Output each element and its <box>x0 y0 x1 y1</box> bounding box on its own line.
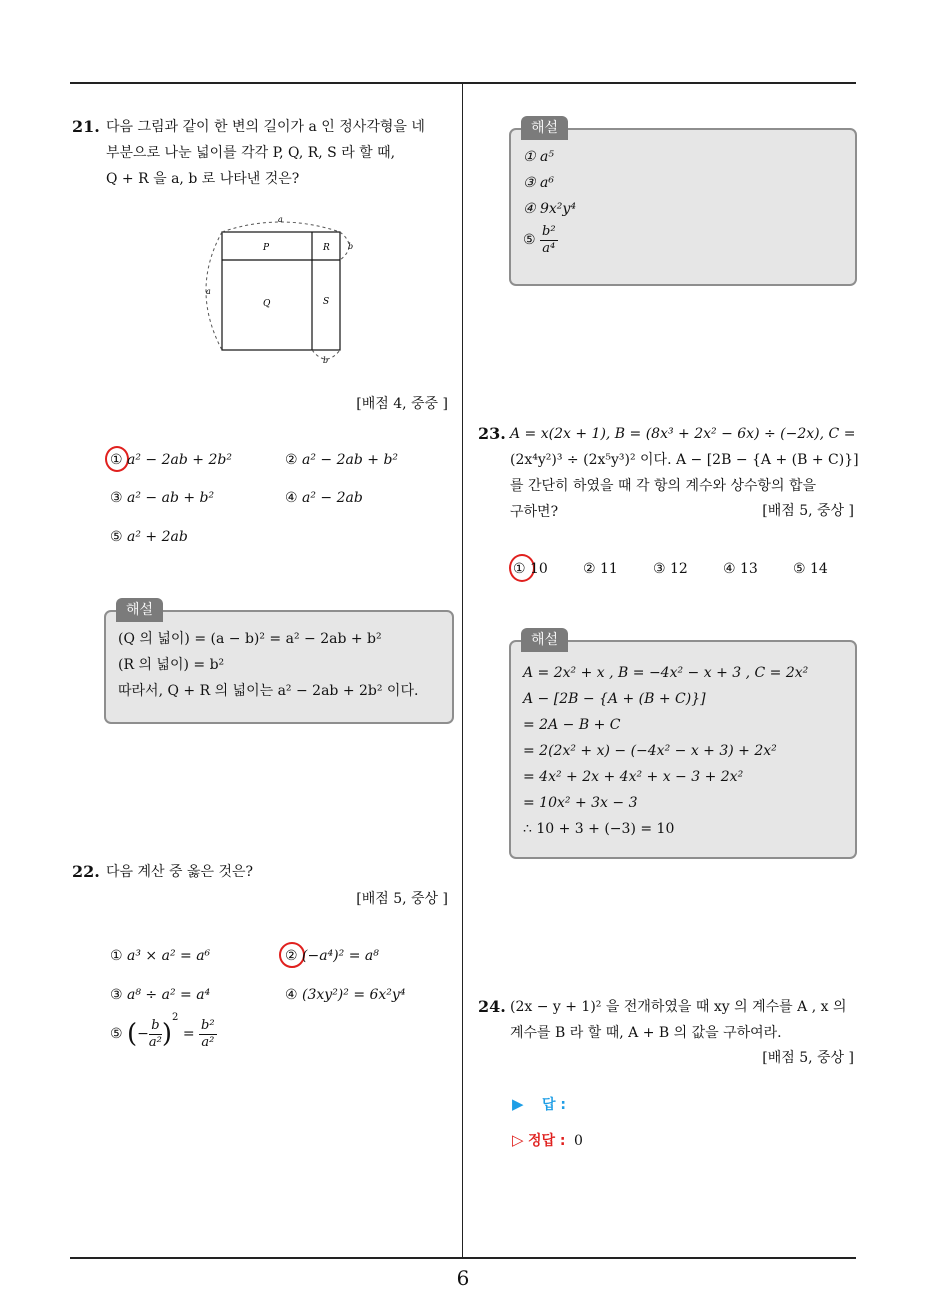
q23-exp-line-3: = 2A − B + C <box>523 717 621 733</box>
q24-line-2: 계수를 B 라 할 때, A + B 의 값을 구하여라. <box>510 1025 782 1041</box>
q24-number: 24. <box>478 997 506 1016</box>
q21-exp-line-3: 따라서, Q + R 의 넓이는 a² − 2ab + 2b² 이다. <box>118 683 419 699</box>
q24-text <box>510 994 846 1046</box>
q21-choice-1[interactable]: ① a² − 2ab + 2b² <box>110 452 232 468</box>
fig-label-a-left: a <box>206 287 211 296</box>
q23-exp-line-2: A − [2B − {A + (B + C)}] <box>523 691 706 707</box>
q24-correct-value: 0 <box>573 1133 583 1149</box>
page-number: 6 <box>456 1266 470 1290</box>
q23-choice-5[interactable]: ⑤ 14 <box>793 561 828 577</box>
q21-text <box>106 114 425 192</box>
q22-explanation-tab: 해설 <box>521 116 568 140</box>
fig-label-a-top: a <box>278 215 283 224</box>
q24-answer-row[interactable] <box>512 1094 566 1114</box>
q22-exp-line-1: ① a⁵ <box>523 149 554 165</box>
q23-line-3: 를 간단히 하였을 때 각 항의 계수와 상수항의 합을 <box>510 478 817 494</box>
q23-line-2: (2x⁴y²)³ ÷ (2x⁵y³)² 이다. A − [2B − {A + (B + C)}] <box>510 452 859 468</box>
q21-explanation-tab: 해설 <box>116 598 163 622</box>
q22-exp-line-2: ③ a⁶ <box>523 175 554 191</box>
q21-line-1: 다음 그림과 같이 한 변의 길이가 a 인 정사각형을 네 <box>106 119 425 135</box>
q21-explanation-lines <box>118 626 418 704</box>
outline-arrow-icon: ▷ <box>512 1131 524 1149</box>
q22-choice-2[interactable]: ② (−a⁴)² = a⁸ <box>285 948 379 964</box>
q24-correct-row <box>512 1130 583 1150</box>
play-arrow-icon: ▶ <box>512 1095 524 1113</box>
q23-explanation-box <box>509 632 857 859</box>
q22-exp-line-3: ④ 9x²y⁴ <box>523 201 576 217</box>
q21-square-figure <box>200 210 370 370</box>
q24-answer-label: 답 : <box>542 1097 566 1113</box>
q22-choice-4[interactable]: ④ (3xy²)² = 6x²y⁴ <box>285 987 406 1003</box>
q21-exp-line-1: (Q 의 넓이) = (a − b)² = a² − 2ab + b² <box>118 631 382 647</box>
q23-choice-3[interactable]: ③ 12 <box>653 561 688 577</box>
q23-explanation-tab: 해설 <box>521 628 568 652</box>
q21-choice-5[interactable]: ⑤ a² + 2ab <box>110 529 188 545</box>
q23-explanation-lines <box>523 660 808 842</box>
q24-line-1: (2x − y + 1)² 을 전개하였을 때 xy 의 계수를 A , x 의 <box>510 999 847 1015</box>
q22-exp-line-4: ⑤ $\frac{\text{b²}}{\text{a⁴}}$ <box>523 223 556 256</box>
q21-score: [배점 4, 중중 ] <box>356 396 448 412</box>
q22-choice-1[interactable]: ① a³ × a² = a⁶ <box>110 948 211 964</box>
q23-line-1: A = x(2x + 1), B = (8x³ + 2x² − 6x) ÷ (−2x), C = <box>510 426 856 442</box>
q23-exp-line-7: ∴ 10 + 3 + (−3) = 10 <box>523 821 675 837</box>
q22-explanation-lines <box>523 144 576 258</box>
fig-label-b-right: b <box>348 242 354 251</box>
q21-line-3: Q + R 을 a, b 로 나타낸 것은? <box>106 171 300 187</box>
q22-explanation-box <box>509 120 857 286</box>
q22-choice-5[interactable]: ⑤ (− $\frac{b}{\text{a²}}$ )$^2$ = $\frac{\text{b²}}{\text{a²}}$ <box>110 1012 215 1050</box>
q21-choice-2[interactable]: ② a² − 2ab + b² <box>285 452 399 468</box>
q23-exp-line-4: = 2(2x² + x) − (−4x² − x + 3) + 2x² <box>523 743 777 759</box>
q24-correct-label: 정답 : <box>528 1133 566 1149</box>
q24-score: [배점 5, 중상 ] <box>762 1050 854 1066</box>
q21-choice-3[interactable]: ③ a² − ab + b² <box>110 490 215 506</box>
q23-exp-line-1: A = 2x² + x , B = −4x² − x + 3 , C = 2x² <box>523 665 809 681</box>
q23-choice-2[interactable]: ② 11 <box>583 561 618 577</box>
fig-label-P: P <box>263 243 270 253</box>
q21-line-2: 부분으로 나눈 넓이를 각각 P, Q, R, S 라 할 때, <box>106 145 396 161</box>
top-rule <box>70 82 856 84</box>
fig-label-b-bottom: b <box>323 356 329 365</box>
fig-label-Q: Q <box>263 299 271 309</box>
q23-line-4: 구하면? <box>510 504 559 520</box>
q23-choice-1[interactable]: ① 10 <box>513 561 548 577</box>
q22-number: 22. <box>72 862 100 881</box>
q21-number: 21. <box>72 117 100 136</box>
bottom-rule <box>70 1257 856 1259</box>
q23-choice-4[interactable]: ④ 13 <box>723 561 758 577</box>
fig-label-R: R <box>323 243 330 253</box>
q23-number: 23. <box>478 424 506 443</box>
fig-label-S: S <box>323 297 330 307</box>
q23-score: [배점 5, 중상 ] <box>762 503 854 519</box>
q22-choice-3[interactable]: ③ a⁸ ÷ a² = a⁴ <box>110 987 211 1003</box>
q21-explanation-box <box>104 602 454 724</box>
q21-exp-line-2: (R 의 넓이) = b² <box>118 657 225 673</box>
column-divider <box>462 83 463 1258</box>
q23-exp-line-6: = 10x² + 3x − 3 <box>523 795 638 811</box>
q22-text: 다음 계산 중 옳은 것은? <box>106 864 254 880</box>
q21-choice-4[interactable]: ④ a² − 2ab <box>285 490 363 506</box>
q23-exp-line-5: = 4x² + 2x + 4x² + x − 3 + 2x² <box>523 769 744 785</box>
q22-score: [배점 5, 중상 ] <box>356 891 448 907</box>
